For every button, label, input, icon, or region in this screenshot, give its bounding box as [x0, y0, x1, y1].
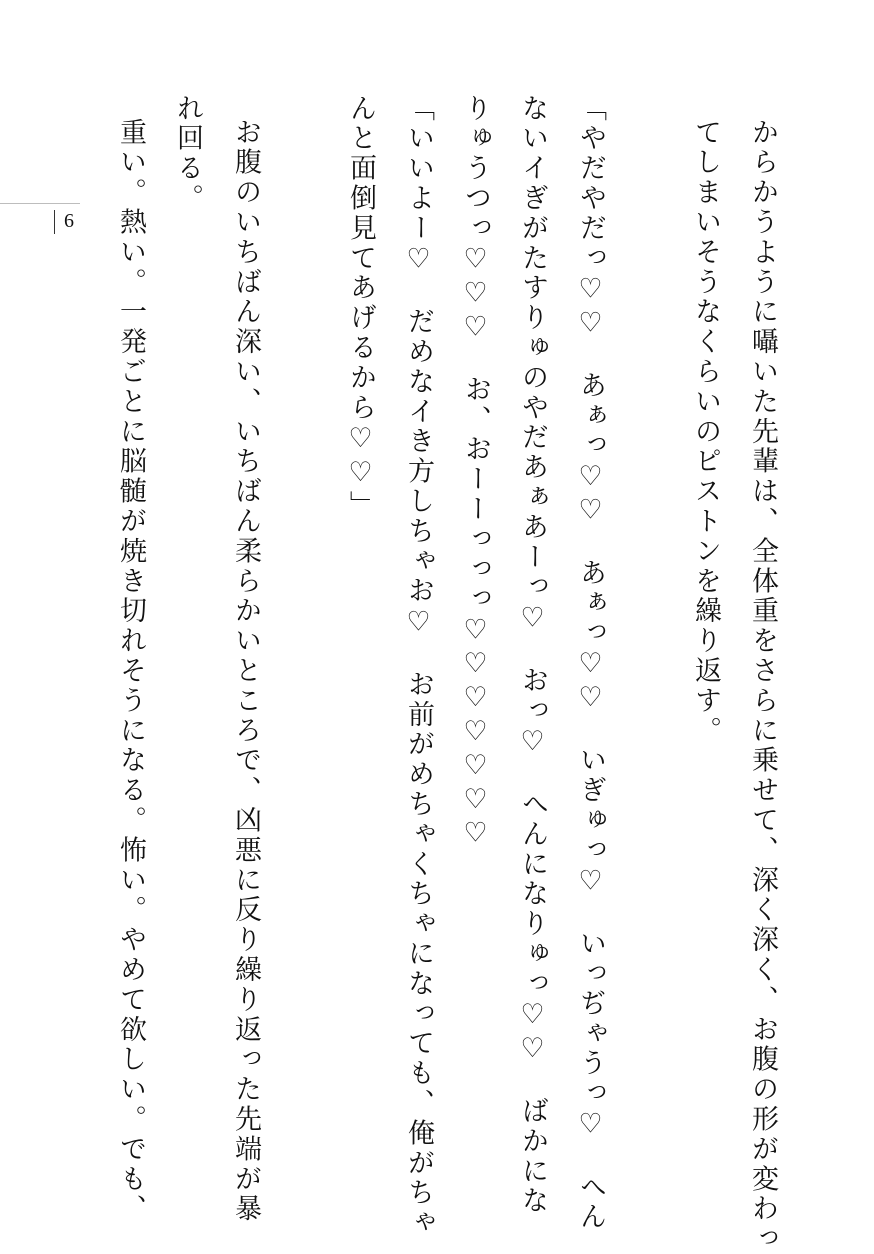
folio-bar	[54, 210, 55, 234]
text-column-10: 重い。熱い。一発ごとに脳髄が焼き切れそうになる。怖い。やめて欲しい。でも、	[115, 118, 146, 1225]
text-column-4: ないイぎがたすりゅのやだあぁあーっ♡ おっ♡ へんになりゅっ♡♡ ばかにな	[517, 94, 548, 1217]
text-column-9: れ回る。	[172, 94, 203, 214]
text-column-2: てしまいそうなくらいのピストンを繰り返す。	[690, 118, 721, 746]
text-column-3: 「やだやだっ♡♡ あぁっ♡♡ あぁっ♡♡ いぎゅっ♡ いっぢゃうっ♡ へん	[575, 94, 606, 1233]
text-column-7: んと面倒見てあげるから♡♡」	[345, 94, 376, 521]
text-column-1: からかうように囁いた先輩は、全体重をさらに乗せて、深く深く、お腹の形が変わっ	[747, 118, 778, 1254]
text-column-6: 「いいよー♡ だめなイき方しちゃお♡ お前がめちゃくちゃになっても、俺がちゃ	[403, 94, 434, 1239]
folio-rule	[0, 203, 80, 204]
text-column-5: りゅうつっ♡♡♡ お、おーーっっっ♡♡♡♡♡♡♡	[460, 94, 491, 852]
text-column-8: お腹のいちばん深い、いちばん柔らかいところで、凶悪に反り繰り返った先端が暴	[230, 118, 261, 1225]
page-number: 6	[64, 210, 74, 232]
